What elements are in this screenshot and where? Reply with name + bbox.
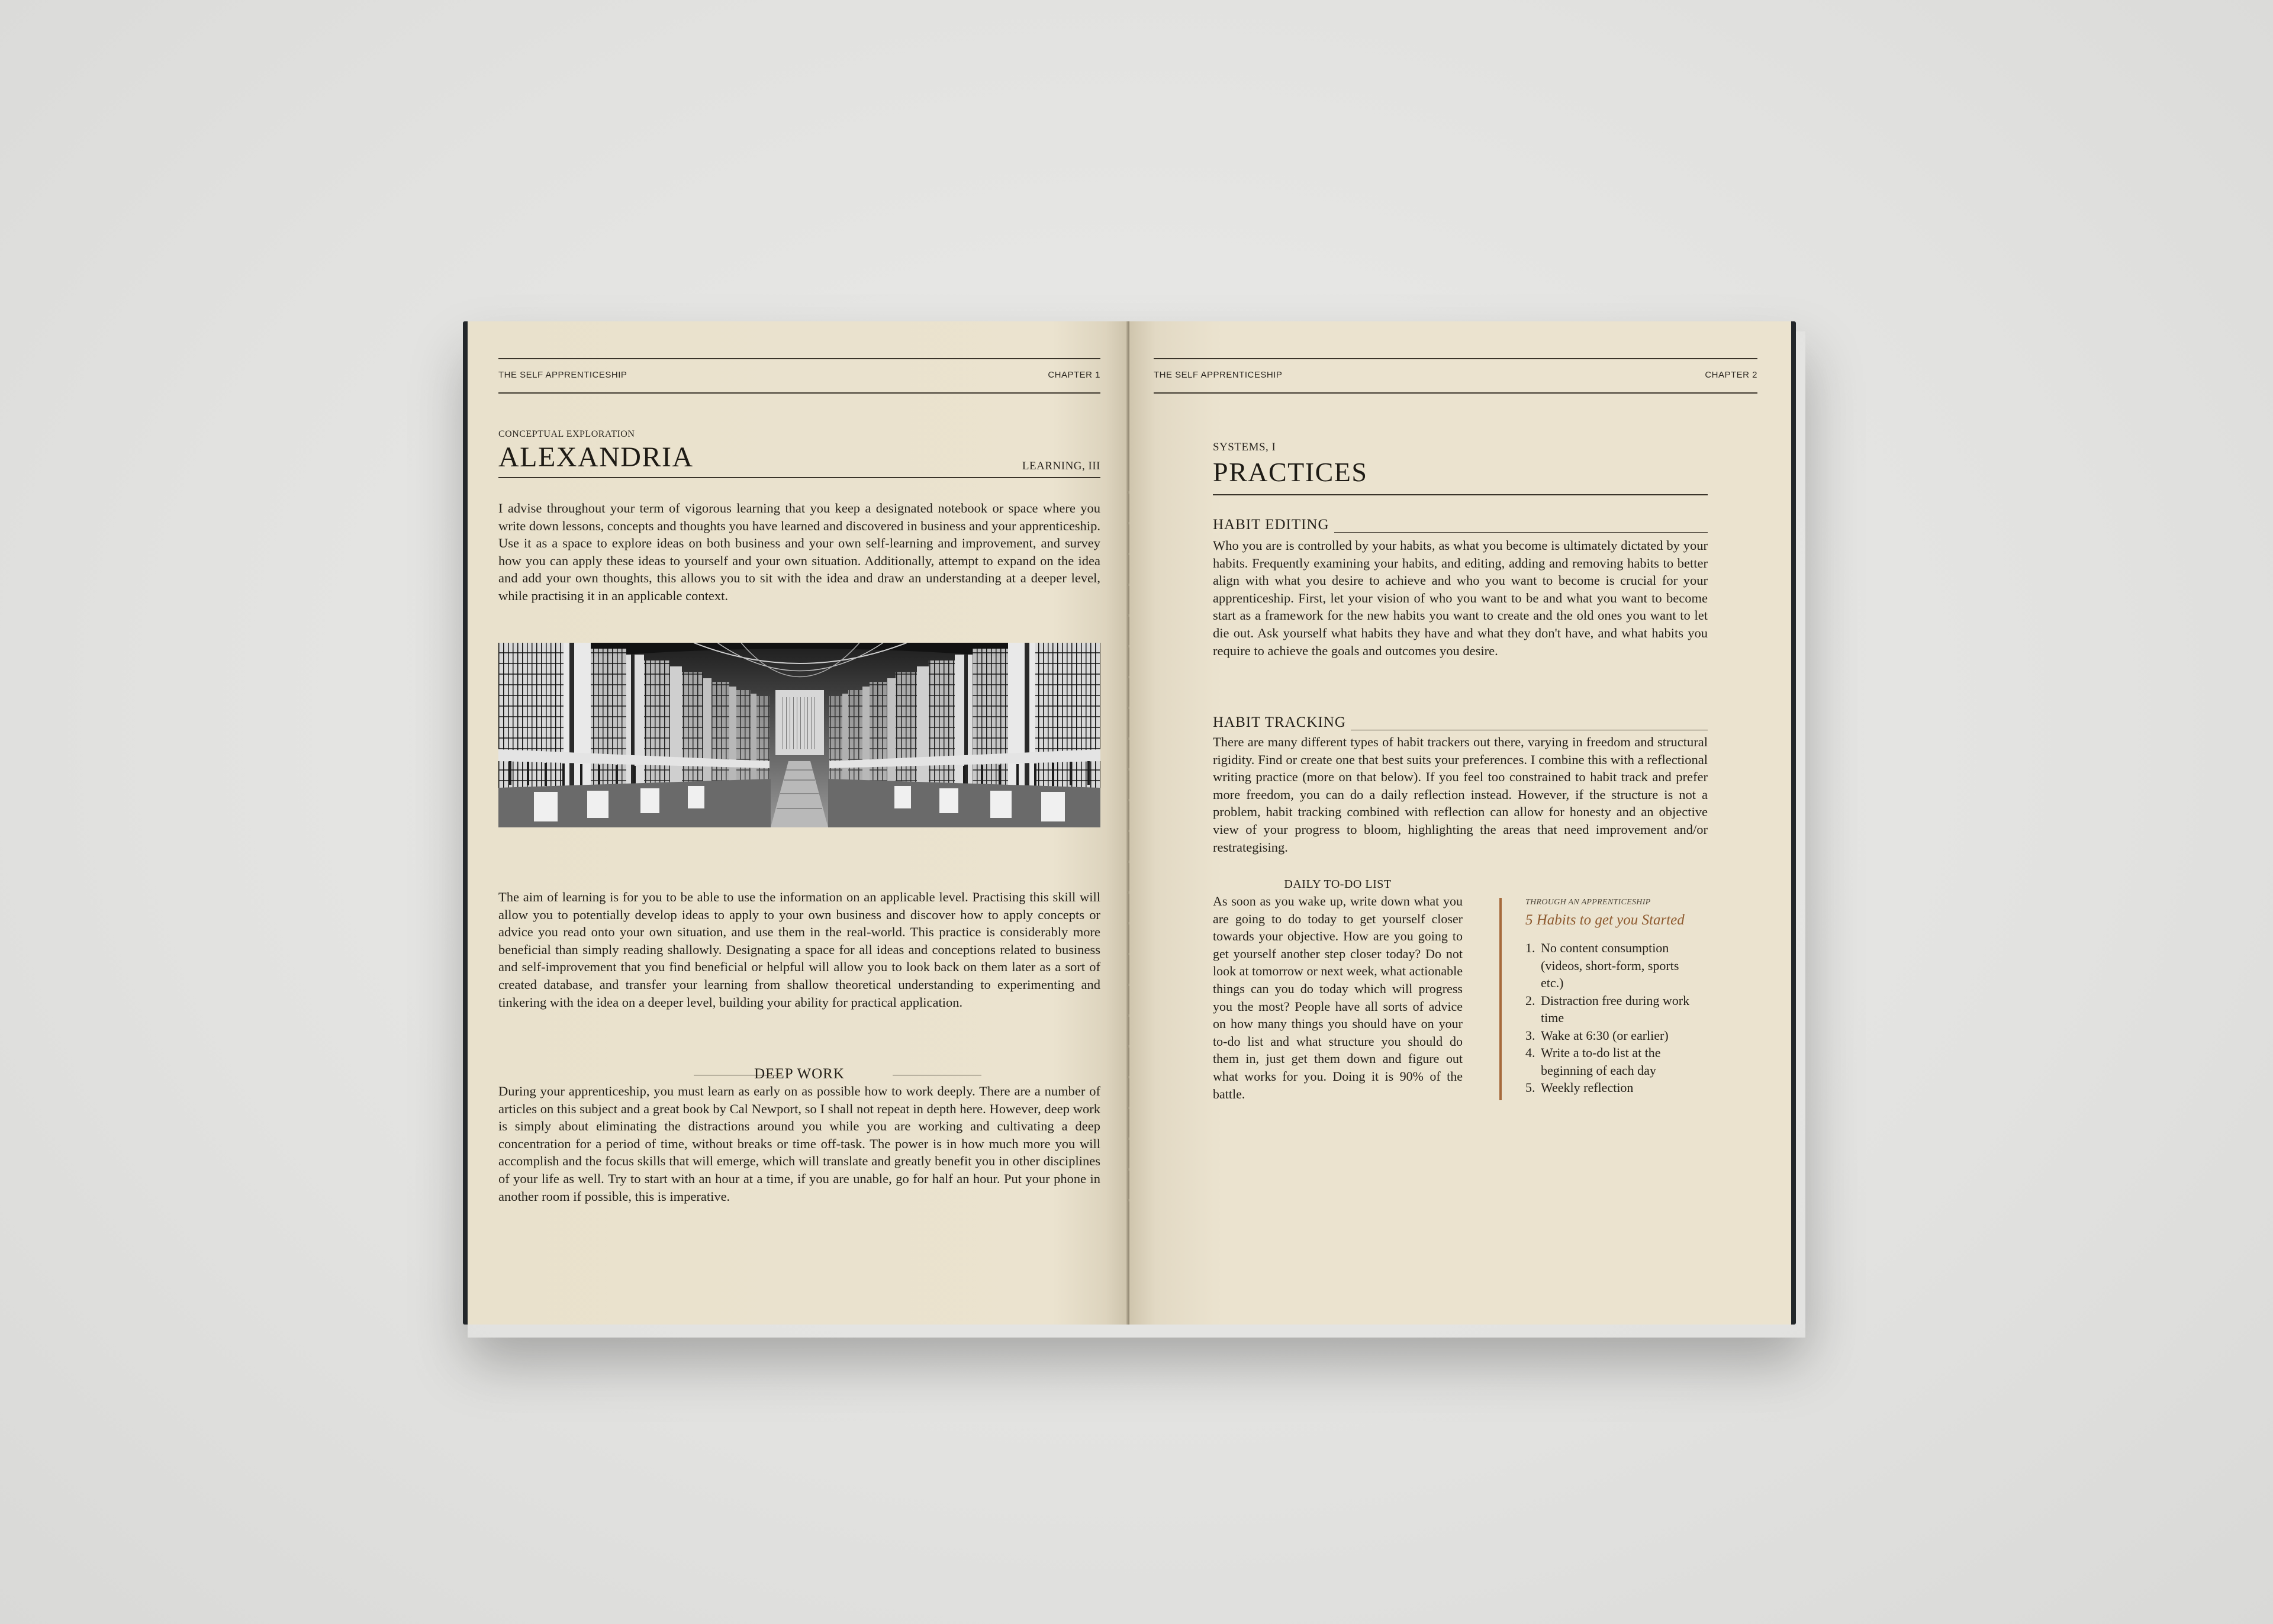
todo-paragraph: As soon as you wake up, write down what you are going to do today to get yourself closer towards your objective. How are you going to get yourself another step closer today? Do not look at tomorrow or next week, what actionable things can you do today which will progress you the most? People have all sorts of advice on how many things you should have on your to-do list and what structure you should do them in, just get them down and figure out what works for you. Doing it is 90% of the battle. xyxy=(1213,894,1463,1101)
section-kicker: CONCEPTUAL EXPLORATION xyxy=(498,429,635,439)
section-tag: LEARNING, III xyxy=(1022,460,1100,472)
habit-item: 2. Distraction free during work time xyxy=(1525,993,1690,1025)
running-head-book: THE SELF APPRENTICESHIP xyxy=(1154,370,1283,380)
right-running-head xyxy=(1154,358,1757,394)
sidebar-title: 5 Habits to get you Started xyxy=(1525,912,1685,928)
habit-tracking-heading: HABIT TRACKING xyxy=(1213,714,1351,730)
deep-work-heading-row xyxy=(498,1066,1100,1084)
habit-item: 3. Wake at 6:30 (or earlier) xyxy=(1525,1027,1669,1043)
sidebar-kicker: THROUGH AN APPRENTICESHIP xyxy=(1525,898,1651,907)
page-title: ALEXANDRIA xyxy=(498,442,694,473)
intro-paragraph: I advise throughout your term of vigorous learning that you keep a designated notebook or space where you write down lessons, concepts and thoughts you have learned and discovered in business and your apprenticeship. Use it as a space to explore ideas on both business and your own self-learning and improvement, and survey how you can apply these ideas to yourself and your own situation. Additionally, attempt to expand on the idea and add your own thoughts, this allows you to sit with the idea and draw an understanding at a deeper level, while practising it in an applicable context. xyxy=(498,501,1100,603)
running-head-chapter: CHAPTER 2 xyxy=(1705,370,1757,380)
habit-item: 4. Write a to-do list at the beginning of each day xyxy=(1525,1045,1661,1078)
habit-editing-heading: HABIT EDITING xyxy=(1213,517,1334,533)
habits-list xyxy=(1525,939,1701,1097)
deep-work-paragraph: During your apprenticeship, you must learn as early on as possible how to work deeply. There are a number of articles on this subject and a great book by Cal Newport, so I shall not repeat in depth here. However, deep work is simply about eliminating the distractions around you while you are working and cultivating a deep concentration for a period of time, without breaks or time off-task. The power is in how much more you will accomplish and the focus skills that will emerge, which will translate and greatly benefit you in other disciplines of your life as well. Try to start with an hour at a time, if you are unable, go for half an hour. Put your phone in another room if possible, this is imperative. xyxy=(498,1084,1100,1204)
habit-item: 5. Weekly reflection xyxy=(1525,1080,1634,1095)
library-engraving-illustration xyxy=(498,643,1100,827)
habit-item: 1. No content consumption (videos, short-form, sports etc.) xyxy=(1525,940,1679,990)
title-rule xyxy=(1213,494,1708,495)
running-head-book: THE SELF APPRENTICESHIP xyxy=(498,370,627,380)
learning-paragraph: The aim of learning is for you to be able to use the information on an applicable level. Practising this skill will allow you to potentially develop ideas to apply to your own business and discover how to apply concepts or advice you read onto your own situation, and use them in the real-world. This practice is considerably more beneficial than simply reading shallowly. Designating a space for all ideas and conceptions related to business and self-improvement that you find beneficial or helpful will allow you to look back on them later as a sort of created database, and transfer your learning from shallow theoretical understanding to experimenting and tinkering with the idea on a deeper level, building your ability for practical application. xyxy=(498,890,1100,1010)
deep-work-heading: DEEP WORK xyxy=(754,1066,845,1082)
section-kicker: SYSTEMS, I xyxy=(1213,441,1276,453)
habits-sidebar xyxy=(1499,898,1701,1100)
habit-editing-paragraph: Who you are is controlled by your habits, as what you become is ultimately dictated by your habits. Frequently examining your habits, and editing, adding and removing habits to better align with what you desire to achieve and who you want to become is crucial for your apprenticeship. First, let your vision of who you want to be and what you want to become start as a framework for the new habits you want to create and the old ones you want to let die out. Ask yourself what habits they have and what they don't have, and what habits you require to achieve the goals and outcomes you desire. xyxy=(1213,538,1708,658)
habit-tracking-paragraph: There are many different types of habit trackers out there, varying in freedom and structural rigidity. Find or create one that best suits your preferences. I combine this with a reflectional writing practice (more on that below). If you feel too constrained to habit track and prefer more freedom, you can do a daily reflection instead. However, if the structure is not a problem, habit tracking combined with reflection can allow for honesty and an objective view of your progress to bloom, highlighting the areas that need improvement and/or restrategising. xyxy=(1213,734,1708,855)
title-rule xyxy=(498,477,1100,478)
habit-editing-heading-row xyxy=(1213,517,1708,534)
habit-tracking-heading-row xyxy=(1213,714,1708,732)
page-title: PRACTICES xyxy=(1213,457,1368,487)
left-page xyxy=(468,321,1132,1325)
todo-heading: DAILY TO-DO LIST xyxy=(1284,878,1392,891)
running-head-chapter: CHAPTER 1 xyxy=(1048,370,1100,380)
left-running-head xyxy=(498,358,1100,394)
right-page xyxy=(1129,321,1791,1325)
